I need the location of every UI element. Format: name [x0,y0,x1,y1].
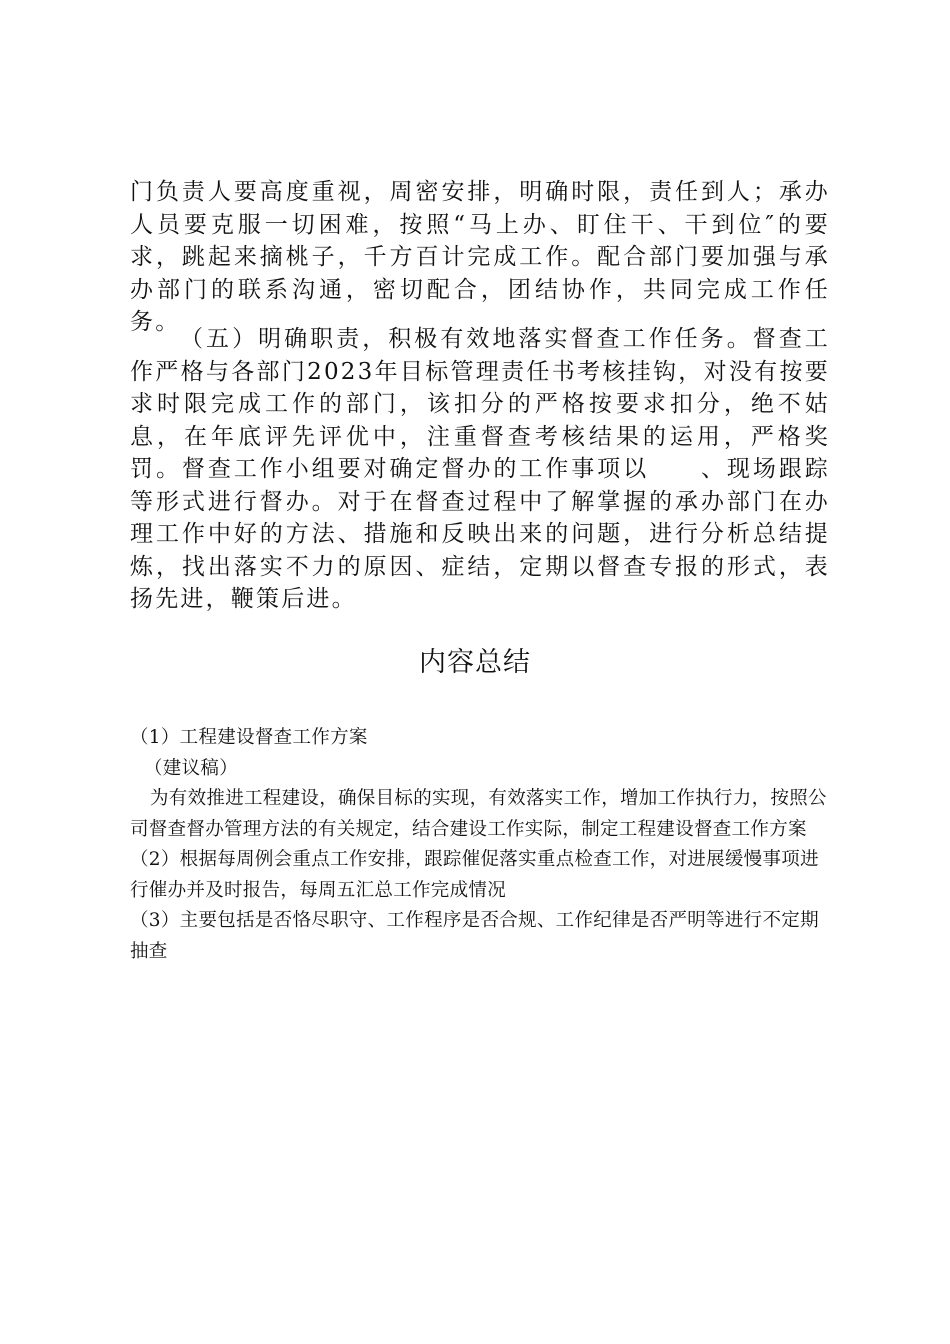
summary-title: 内容总结 [419,647,531,678]
summary-item: 为有效推进工程建设，确保目标的实现，有效落实工作，增加工作执行力，按照公司督查督办管理方法的有关规定，结合建设工作实际，制定工程建设督查工作方案 [130,788,827,840]
summary-item: （建议稿） [144,757,239,779]
summary-item: （1）工程建设督查工作方案 [130,727,368,748]
summary-section [130,723,830,967]
summary-item: （3）主要包括是否恪尽职守、工作程序是否合规、工作纪律是否严明等进行不定期抽查 [130,910,819,962]
body-paragraph: 门负责人要高度重视，周密安排，明确时限，责任到人；承办人员要克服一切困难，按照“马上办、盯住干、干到位″的要求，跳起来摘桃子，千方百计完成工作。配合部门要加强与承办部门的联系沟通，密切配合，团结协作，共同完成工作任务。 [130,179,830,335]
body-paragraph: （五）明确职责，积极有效地落实督查工作任务。督查工作严格与各部门2023年目标管理责任书考核挂钩，对没有按要求时限完成工作的部门，该扣分的严格按要求扣分，绝不姑息，在年底评先评优中，注重督查考核结果的运用，严格奖罚。督查工作小组要对确定督办的工作事项以 、现场跟踪等形式进行督办。对于在督查过程中了解掌握的承办部门在办理工作中好的方法、措施和反映出来的问题，进行分析总结提炼，找出落实不力的原因、症结，定期以督查专报的形式，表扬先进，鞭策后进。 [130,326,830,612]
summary-item: （2）根据每周例会重点工作安排，跟踪催促落实重点检查工作，对进展缓慢事项进行催办并及时报告，每周五汇总工作完成情况 [130,849,819,901]
